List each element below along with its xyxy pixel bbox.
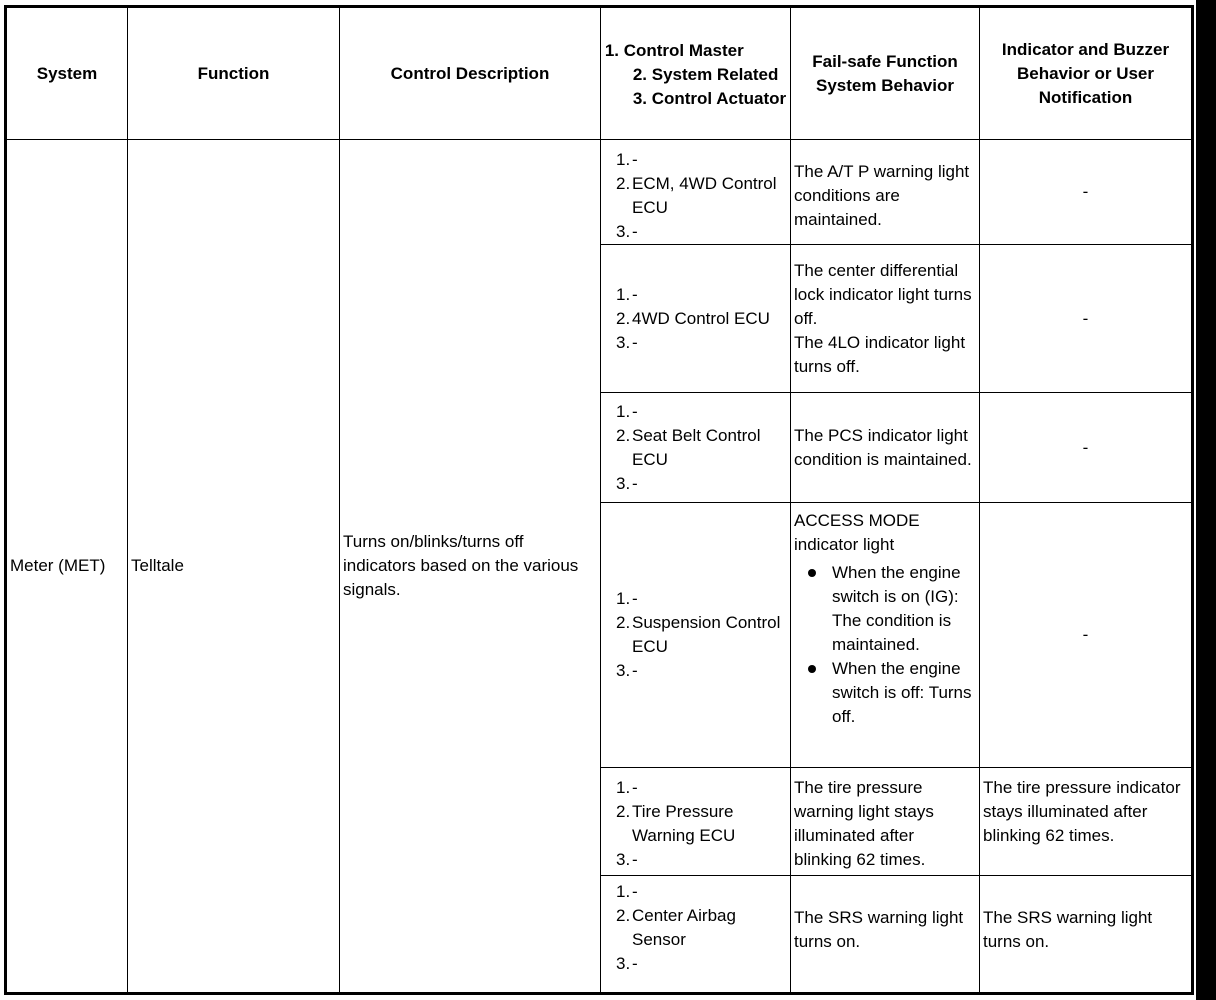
list-item: When the engine switch is off: Turns off.: [832, 657, 976, 729]
cell-failsafe: [791, 503, 980, 768]
header-master-line3: 3. Control Actuator: [632, 88, 787, 108]
master-1: -: [632, 589, 638, 608]
header-function: Function: [128, 7, 340, 140]
master-1: -: [632, 150, 638, 169]
failsafe-bullets: [794, 561, 976, 729]
master-3: -: [632, 661, 638, 680]
master-2: 4WD Control ECU: [632, 308, 770, 328]
master-3: -: [632, 222, 638, 241]
master-2: Suspension Control ECU: [632, 613, 781, 656]
cell-indicator: -: [980, 393, 1193, 503]
master-1: -: [632, 778, 638, 797]
right-edge-bar: [1196, 0, 1216, 1000]
cell-master: 1. - 2. ECM, 4WD Control ECU 3. -: [601, 140, 791, 245]
master-3: -: [632, 850, 638, 869]
failsafe-table: [4, 5, 1194, 995]
master-1: -: [632, 882, 638, 901]
header-indicator: Indicator and Buzzer Behavior or User Notification: [980, 7, 1193, 140]
cell-function: Telltale: [128, 140, 340, 994]
master-3: -: [632, 473, 638, 493]
cell-indicator: The SRS warning light turns on.: [980, 876, 1193, 994]
table-row: [6, 140, 1193, 245]
header-master-line1: 1. Control Master: [604, 40, 744, 60]
header-row: [6, 7, 1193, 140]
cell-master: 1. - 2. Suspension Control ECU 3. -: [601, 503, 791, 768]
header-failsafe: Fail-safe Function System Behavior: [791, 7, 980, 140]
header-master-line2: 2. System Related: [632, 64, 779, 84]
master-3: -: [632, 332, 638, 352]
cell-indicator: -: [980, 140, 1193, 245]
master-2: Seat Belt Control ECU: [632, 425, 761, 469]
header-system: System: [6, 7, 128, 140]
cell-control-description: Turns on/blinks/turns off indicators based on the various signals.: [340, 140, 601, 994]
master-1: -: [632, 401, 638, 421]
cell-master: 1. - 2. Seat Belt Control ECU 3. -: [601, 393, 791, 503]
master-2: Center Airbag Sensor: [632, 906, 736, 949]
failsafe-text: ACCESS MODE indicator light: [794, 511, 920, 554]
cell-failsafe: The tire pressure warning light stays illuminated after blinking 62 times.: [791, 768, 980, 876]
list-item: When the engine switch is on (IG): The condition is maintained.: [832, 561, 976, 657]
failsafe-text: The center differential lock indicator light turns off.: [794, 260, 972, 328]
cell-failsafe: The A/T P warning light conditions are maintained.: [791, 140, 980, 245]
cell-indicator: The tire pressure indicator stays illuminated after blinking 62 times.: [980, 768, 1193, 876]
master-3: -: [632, 954, 638, 973]
header-control-description: Control Description: [340, 7, 601, 140]
cell-failsafe: The PCS indicator light condition is maintained.: [791, 393, 980, 503]
master-2: Tire Pressure Warning ECU: [632, 802, 736, 845]
failsafe-text-2: The 4LO indicator light turns off.: [794, 332, 966, 376]
cell-master: 1. - 2. Tire Pressure Warning ECU 3. -: [601, 768, 791, 876]
cell-system: Meter (MET): [6, 140, 128, 994]
master-1: -: [632, 284, 638, 304]
cell-failsafe: [791, 245, 980, 393]
header-control-master: [601, 7, 791, 140]
cell-master: 1. - 2. Center Airbag Sensor 3. -: [601, 876, 791, 994]
cell-master: 1. - 2. 4WD Control ECU 3. -: [601, 245, 791, 393]
cell-indicator: -: [980, 503, 1193, 768]
cell-failsafe: The SRS warning light turns on.: [791, 876, 980, 994]
cell-indicator: -: [980, 245, 1193, 393]
master-2: ECM, 4WD Control ECU: [632, 174, 777, 217]
